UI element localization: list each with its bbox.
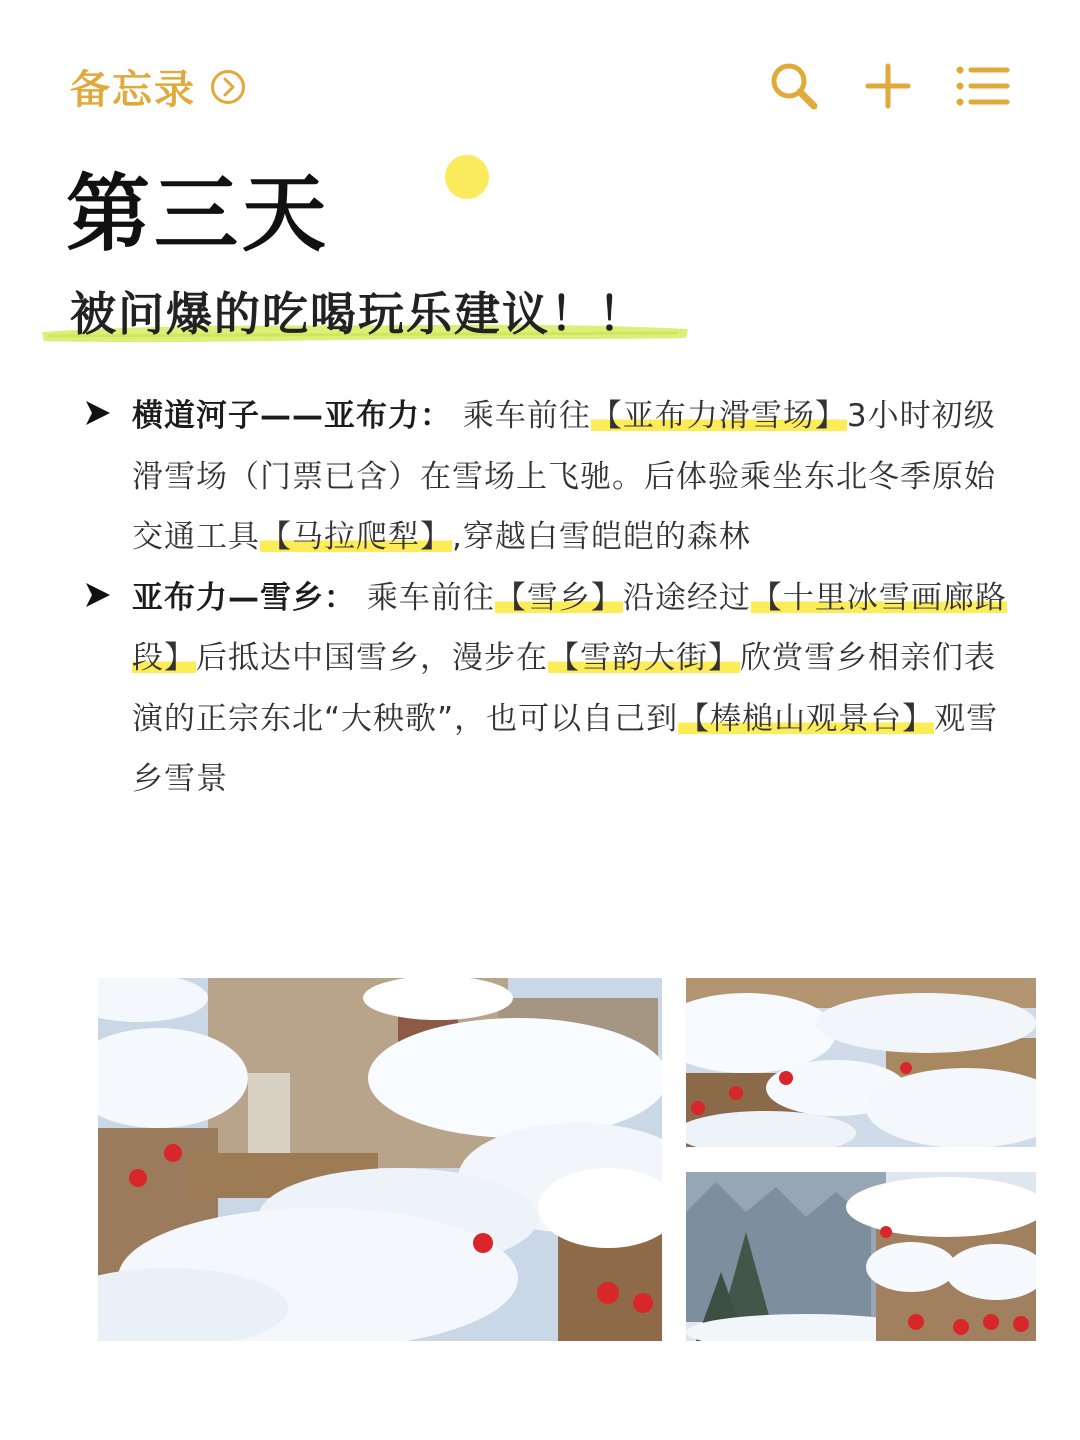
arrow-bullet-icon [84, 580, 112, 610]
search-icon[interactable] [766, 58, 822, 114]
highlighted-place: 【马拉爬犁】 [260, 519, 452, 555]
snow-forest-image [686, 1172, 1036, 1341]
app-title[interactable]: 备忘录 [70, 67, 196, 113]
subtitle-block [38, 278, 698, 348]
highlighted-place: 【棒槌山观景台】 [678, 700, 935, 737]
list-item [84, 568, 1024, 810]
entry-segment: 3小时初级滑雪场（门票已含）在雪场上飞驰。后体验乘坐东北冬季原始交通工具 [132, 398, 996, 555]
snow-rooftops-image [686, 978, 1036, 1147]
highlighted-place: 【雪乡】 [494, 579, 623, 616]
highlighted-place: 【雪韵大街】 [548, 640, 740, 676]
arrow-bullet-icon [84, 398, 112, 428]
decorative-dot [445, 155, 489, 199]
entry-segment: ,穿越白雪皑皑的森林 [452, 519, 751, 555]
entry-segment: 乘车前往 [366, 579, 495, 616]
snow-village-photo [98, 978, 662, 1341]
header-actions [766, 58, 1010, 114]
entry-segment: 沿途经过 [622, 579, 751, 616]
chevron-right-circle-icon[interactable] [210, 69, 246, 105]
plus-icon[interactable] [860, 58, 916, 114]
snow-village-image [98, 978, 662, 1341]
itinerary-list [84, 386, 1024, 810]
entry-segment: 欣赏雪乡相亲们表演的正宗东北“大秧歌”，也可以自己到 [132, 640, 996, 737]
highlighted-place: 【亚布力滑雪场】 [590, 398, 847, 434]
entry-text [132, 568, 1024, 810]
entry-text [132, 386, 1024, 568]
entry-heading: 亚布力—雪乡： [132, 579, 356, 616]
entry-segment: 后抵达中国雪乡，漫步在 [196, 640, 548, 676]
list-icon[interactable] [954, 58, 1010, 114]
entry-segment: 乘车前往 [462, 398, 591, 434]
page-subtitle: 被问爆的吃喝玩乐建议！！ [70, 287, 646, 341]
highlighted-place: 【十里冰雪画廊路段】 [132, 579, 1007, 676]
entry-heading: 横道河子——亚布力： [132, 398, 452, 434]
page-title: 第三天 [66, 165, 331, 263]
list-item [84, 386, 1024, 568]
memo-header [70, 58, 246, 115]
snow-forest-photo [686, 1172, 1036, 1341]
snow-rooftops-photo [686, 978, 1036, 1147]
entry-segment: 观雪乡雪景 [132, 700, 999, 797]
